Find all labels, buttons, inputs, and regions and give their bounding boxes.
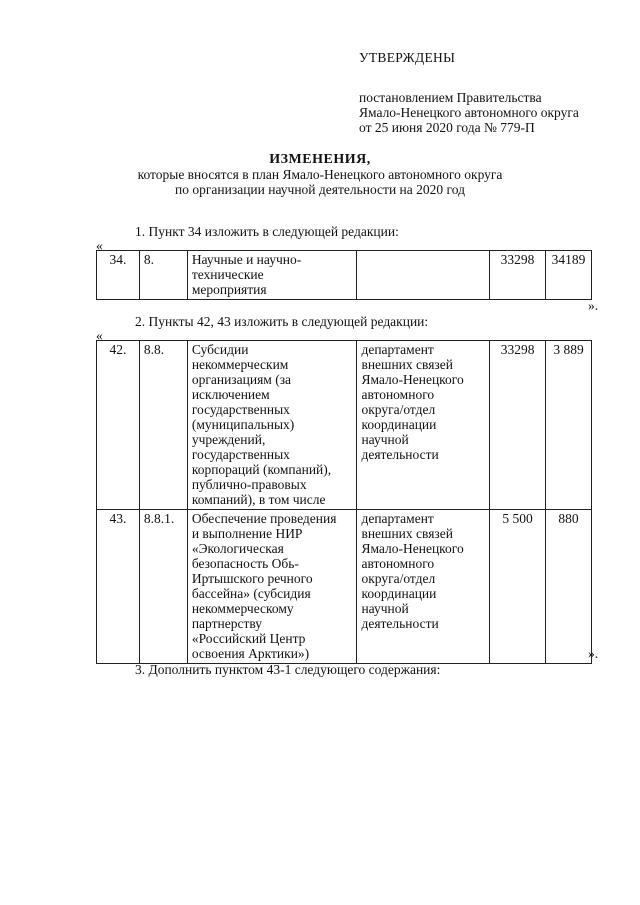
cell-value-2: 3 889 xyxy=(546,341,592,510)
approval-block xyxy=(359,50,579,135)
table-item-34 xyxy=(96,250,592,300)
close-quote: ». xyxy=(588,298,599,313)
cell-department: департамент внешних связей Ямало-Ненецкого автономного округа/отдел координации научной деятельности xyxy=(357,341,490,510)
close-quote: ». xyxy=(588,646,599,661)
cell-value-1: 5 500 xyxy=(490,510,546,664)
table-row xyxy=(97,341,592,510)
cell-name: Субсидии некоммерческим организациям (за исключением государственных (муниципальных) учреждений, государственных корпораций (компаний), публично-правовых компаний), в том числе xyxy=(187,341,357,510)
cell-name: Обеспечение проведения и выполнение НИР «Экологическая безопасность Обь- Иртышского речного бассейна» (субсидия некоммерческому партнерству «Российский Центр освоения Арктики») xyxy=(187,510,357,664)
cell-value-2: 880 xyxy=(546,510,592,664)
approval-lines xyxy=(359,90,579,135)
cell-code: 8. xyxy=(139,251,187,300)
title-line: которые вносятся в план Ямало-Ненецкого автономного округа xyxy=(137,167,503,182)
cell-number: 43. xyxy=(97,510,140,664)
cell-code: 8.8.1. xyxy=(139,510,187,664)
table-items-42-43 xyxy=(96,340,592,664)
paragraph-2: 2. Пункты 42, 43 изложить в следующей редакции: xyxy=(135,314,429,329)
paragraph-1: 1. Пункт 34 изложить в следующей редакции: xyxy=(135,224,399,239)
cell-number: 42. xyxy=(97,341,140,510)
cell-department xyxy=(357,251,490,300)
document-title xyxy=(0,152,640,197)
cell-name: Научные и научно- технические мероприятия xyxy=(187,251,357,300)
open-quote: « xyxy=(96,238,103,253)
open-quote: « xyxy=(96,328,103,343)
cell-value-1: 33298 xyxy=(490,341,546,510)
table-row xyxy=(97,251,592,300)
approval-line: постановлением Правительства xyxy=(359,90,542,105)
cell-value-2: 34189 xyxy=(545,251,591,300)
table-row xyxy=(97,510,592,664)
approval-line: Ямало-Ненецкого автономного округа xyxy=(359,105,579,120)
approval-stamp: УТВЕРЖДЕНЫ xyxy=(359,50,456,65)
paragraph-3: 3. Дополнить пунктом 43-1 следующего содержания: xyxy=(135,662,441,677)
title-heading: ИЗМЕНЕНИЯ, xyxy=(269,152,371,167)
title-line: по организации научной деятельности на 2020 год xyxy=(175,182,465,197)
cell-department: департамент внешних связей Ямало-Ненецкого автономного округа/отдел координации научной деятельности xyxy=(357,510,490,664)
cell-code: 8.8. xyxy=(139,341,187,510)
approval-line: от 25 июня 2020 года № 779-П xyxy=(359,120,535,135)
cell-value-1: 33298 xyxy=(490,251,546,300)
cell-number: 34. xyxy=(97,251,140,300)
